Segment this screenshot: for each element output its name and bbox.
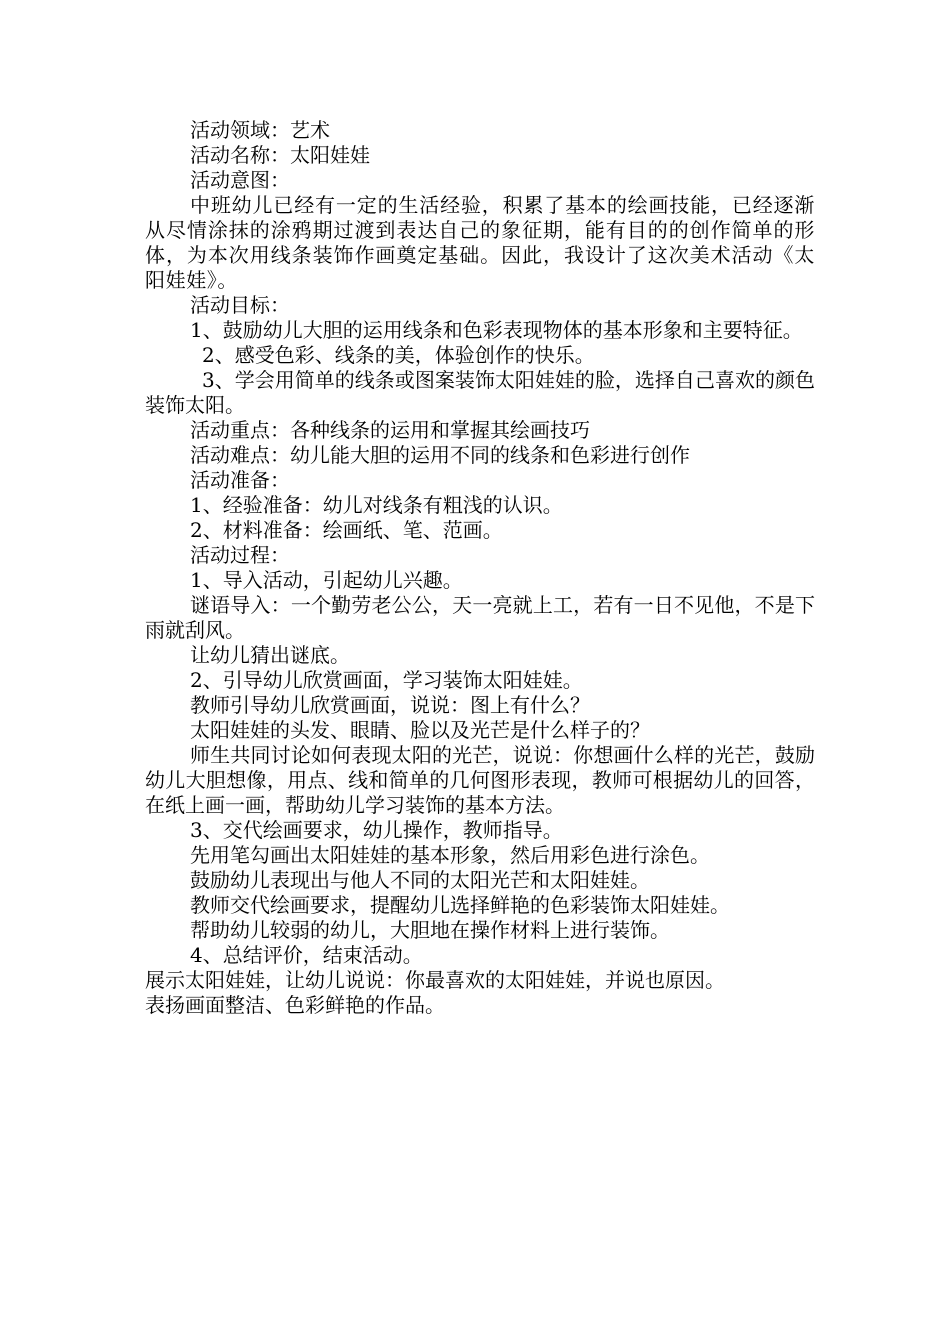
teacher-reminder: 教师交代绘画要求，提醒幼儿选择鲜艳的色彩装饰太阳娃娃。: [190, 893, 730, 917]
riddle-intro: 谜语导入：一个勤劳老公公，天一亮就上工，若有一日不见他，不是下雨就刮风。: [145, 593, 815, 642]
process-step-3: 3、交代绘画要求，幼儿操作，教师指导。: [190, 818, 563, 842]
praise-work: 表扬画面整洁、色彩鲜艳的作品。: [145, 993, 445, 1017]
display-work: 展示太阳娃娃，让幼儿说说：你最喜欢的太阳娃娃，并说也原因。: [145, 968, 725, 992]
encourage-paragraph: 鼓励幼儿表现出与他人不同的太阳光芒和太阳娃娃。: [190, 868, 650, 892]
activity-preparation-heading: 活动准备：: [190, 468, 290, 492]
drawing-instruction: 先用笔勾画出太阳娃娃的基本形象，然后用彩色进行涂色。: [190, 843, 710, 867]
activity-intent-heading: 活动意图：: [190, 168, 290, 192]
preparation-item-2: 2、材料准备：绘画纸、笔、范画。: [190, 518, 503, 542]
activity-difficulty: 活动难点：幼儿能大胆的运用不同的线条和色彩进行创作: [190, 443, 690, 467]
teacher-guide: 教师引导幼儿欣赏画面，说说：图上有什么？: [190, 693, 590, 717]
activity-domain: 活动领域：艺术: [190, 118, 330, 142]
discussion-paragraph: 师生共同讨论如何表现太阳的光芒，说说：你想画什么样的光芒，鼓励幼儿大胆想像，用点、线和简单的几何图形表现，教师可根据幼儿的回答，在纸上画一画，帮助幼儿学习装饰的基本方法。: [145, 743, 815, 817]
process-step-2: 2、引导幼儿欣赏画面，学习装饰太阳娃娃。: [190, 668, 583, 692]
process-step-4: 4、总结评价，结束活动。: [190, 943, 423, 967]
goal-item-3: 3、学会用简单的线条或图案装饰太阳娃娃的脸，选择自己喜欢的颜色装饰太阳。: [145, 368, 815, 417]
lesson-plan-text: [145, 118, 815, 1018]
activity-goals-heading: 活动目标：: [190, 293, 290, 317]
preparation-item-1: 1、经验准备：幼儿对线条有粗浅的认识。: [190, 493, 563, 517]
help-weaker-children: 帮助幼儿较弱的幼儿，大胆地在操作材料上进行装饰。: [190, 918, 670, 942]
goal-item-2: 2、感受色彩、线条的美，体验创作的快乐。: [202, 343, 595, 367]
activity-key-point: 活动重点：各种线条的运用和掌握其绘画技巧: [190, 418, 590, 442]
activity-process-heading: 活动过程：: [190, 543, 290, 567]
sun-features-question: 太阳娃娃的头发、眼睛、脸以及光芒是什么样子的？: [190, 718, 650, 742]
activity-name: 活动名称：太阳娃娃: [190, 143, 370, 167]
activity-intent-body: 中班幼儿已经有一定的生活经验，积累了基本的绘画技能，已经逐渐从尽情涂抹的涂鸦期过渡到表达自己的象征期，能有目的的创作简单的形体，为本次用线条装饰作画奠定基础。因此，我设计了这次美术活动《太阳娃娃》。: [145, 193, 815, 292]
guess-answer: 让幼儿猜出谜底。: [190, 643, 350, 667]
process-step-1: 1、导入活动，引起幼儿兴趣。: [190, 568, 463, 592]
goal-item-1: 1、鼓励幼儿大胆的运用线条和色彩表现物体的基本形象和主要特征。: [190, 318, 803, 342]
